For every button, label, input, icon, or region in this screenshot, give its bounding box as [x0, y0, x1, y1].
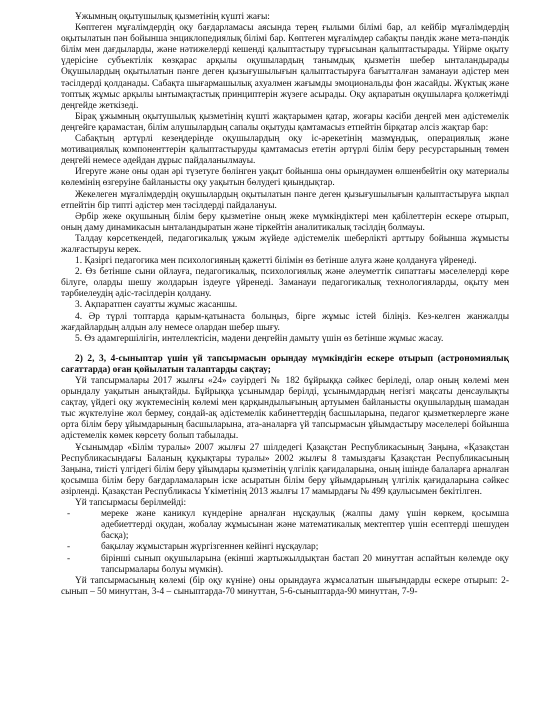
dash-text: мереке және каникул күндеріне арналған нұсқаулық (жалпы даму үшін көркем, қосымша әдебиеттерді оқудан, жобалау жұмысынан және математикалық мектептер үшін есептерді шешуден басқа); — [101, 509, 509, 542]
paragraph-weakness-3: Жекелеген мұғалімдердің оқушылардың оқытылатын пәнге деген қызығушылығын қалыптастыруға ықпал етпейтін бір типті әдістер мен тәсілдерді пайдалануы. — [61, 189, 509, 211]
section-heading: 2) 2, 3, 4-сыныптар үшін үй тапсырмасын орындау мүмкіндігін ескере отырып (астрономиялық сағаттарда) оған қойылатын талаптарды сақтау; — [61, 353, 509, 375]
document-body — [61, 12, 509, 598]
dash-mark: - — [67, 509, 71, 520]
dash-item — [61, 509, 509, 542]
dash-item — [61, 542, 509, 553]
dash-text: бірінші сынып оқушыларына (екінші жартыжылдықтан бастап 20 минуттан аспайтын көлемде оқу тапсырмалары болуы мүмкін). — [101, 553, 509, 575]
list-item-4: 4. Әр түрлі топтарда қарым-қатынаста болыңыз, бірге жұмыс істей біліңіз. Кез-келген жанжалды жағдайлардың алдын алу немесе олардан шебер шығу. — [61, 311, 509, 333]
dash-mark: - — [67, 553, 71, 564]
paragraph-weakness-4: Әрбір жеке оқушының білім беру қызметіне оның жеке мүмкіндіктері мен қабілеттерін ескере отырып, оның даму динамикасын ынталандыратын және тіркейтін аналитикалық тәсілдің болмауы. — [61, 211, 509, 233]
paragraph-homework-order: Үй тапсырмалары 2017 жылғы «24» сәуірдегі № 182 бұйрыққа сәйкес беріледі, олар оның көлемі мен орындалу уақытын анықтайды. Бұйрыққа ұсынымдар берілді, ұсынымдардың негізгі мақсаты денсаулықты сақтау, үйдегі оқу жүктемесінің көлемі мен қарқындылығының артуымен байланысты оқушылардың шамадан тыс жүктелуіне жол бермеу, сондай-ақ әдістемелік кабинеттердің басшыларына, педагог қызметкерлерге және орта білім беру ұйымдарының басшыларына, ата-аналарға үй тапсырмасын ұйымдастыру мәселелері бойынша әдістемелік көмек көрсету болып табылады. — [61, 376, 509, 442]
paragraph-weakness-2: Игеруге және оны одан әрі түзетуге бөлінген уақыт бойынша оны орындаумен өлшенбейтін оқу материалы көлемінің өзгеруіне байланысты оқу уақытын бөлудегі қиындықтар. — [61, 167, 509, 189]
paragraph-analysis: Талдау көрсеткендей, педагогикалық ұжым жүйеде әдістемелік шеберлікті арттыру бойынша жұмысты жалғастыруы керек. — [61, 233, 509, 255]
section-gap — [61, 345, 509, 354]
dash-mark: - — [67, 542, 71, 553]
list-item-3: 3. Ақпаратпен сауатты жұмыс жасаншы. — [75, 300, 238, 311]
dash-item — [61, 554, 509, 576]
paragraph-weakness-1: Сабақтың әртүрлі кезеңдерінде оқушылардың оқу іс-әрекетінің мазмұндық, операциялық және мотивациялық компоненттерін қалыптастыруды қамтамасыз ететін әртүрлі білім беру ресурстарының төмен деңгейі немесе әдейдан дұрыс пайдаланылмауы. — [61, 134, 509, 167]
paragraph-no-homework: Үй тапсырмасы берілмейді: — [75, 498, 187, 509]
paragraph-strengths: Көптеген мұғалімдердің оқу бағдарламасы аясында терең ғылыми білімі бар, ал кейбір мұғалімдердің оқытылатын пән бойынша энциклопедиялық білімі бар. Көптеген мұғалімдер сабақты пәндік және мета-пәндік білім мен дағдыларды, және нәтижелерді кешенді қалыптастыру тұрғысынан қалыптастырады. Үйірме оқыту үдерісіне субъектілік көзқарас арқылы оқушылардың танымдық қызметін шебер ынталандырады Оқушылардың оқытылатын пәнге деген қызығушылығын қалыптастыруға бағытталған заманауи әдістер мен тәсілдерді қолданады. Сабақта шығармашылық ахуалмен жағымды эмоциональды фон жасайды. Жүктық және топтық жұмыс арқылы ынтымақтастық принциптерін жүзеге асырады. Оқу ақпаратын оқушыларға қолжетімді деңгейде жеткізеді. — [61, 23, 509, 111]
paragraph-homework-volume: Үй тапсырмасының көлемі (бір оқу күніне) оны орындауға жұмсалатын шығындарды ескере отырып: 2-сынып – 50 минуттан, 3-4 – сыныптарда-70 минуттан, 5-6-сыныптарда-90 минуттан, 7-9- — [61, 575, 509, 597]
paragraph-recommendations: Ұсынымдар «Білім туралы» 2007 жылғы 27 шілдедегі Қазақстан Республикасының Заңына, «Қазақстан Республикасындағы Баланың құқықтары туралы» 2002 жылғы 8 тамыздағы Қазақстан Республикасының Заңына, тиісті үлгідегі білім беру ұйымдары қызметінің үлгілік қағидаларына, оның ішінде балаларға арналған қосымша білім беру бағдарламаларын іске асыратын білім беру ұйымдарының үлгілік қағидаларына сәйкес әзірленді. Қазақстан Республикасы Үкіметінің 2013 жылғы 17 мамырдағы № 499 қаулысымен бекітілген. — [61, 442, 509, 497]
paragraph-strengths-title: Ұжымның оқытушылық қызметінің күшті жағы: — [75, 12, 270, 22]
list-item-2: 2. Өз бетінше сыни ойлауға, педагогикалық, психологиялық және әлеуметтік сипаттағы мәселелерді көре білуге, оларды шешу жолдарын іздеуге үйренеді. Заманауи педагогикалық технологияларды, оқыту мен тәрбиелеудің әдіс-тәсілдерін қолдану. — [61, 267, 509, 300]
list-item-1: 1. Қазіргі педагогика мен психологияның қажетті білімін өз бетінше алуға және қолдануға үйренеді. — [75, 256, 477, 267]
paragraph-weaknesses-intro: Бірақ ұжымның оқытушылық қызметінің күшті жақтарымен қатар, жоғары кәсіби деңгей мен әдістемелік деңгейге қарамастан, білім алушылардың сапалы оқытуды қамтамасыз етпейтін бірқатар әлсіз жақтар бар: — [61, 111, 509, 133]
dash-text: бақылау жұмыстарын жүргізгеннен кейінгі нұсқаулар; — [101, 542, 319, 553]
list-item-5: 5. Өз адамгершілігін, интеллектісін, мәдени деңгейін дамыту үшін өз бетінше жұмыс жасау. — [75, 333, 444, 344]
